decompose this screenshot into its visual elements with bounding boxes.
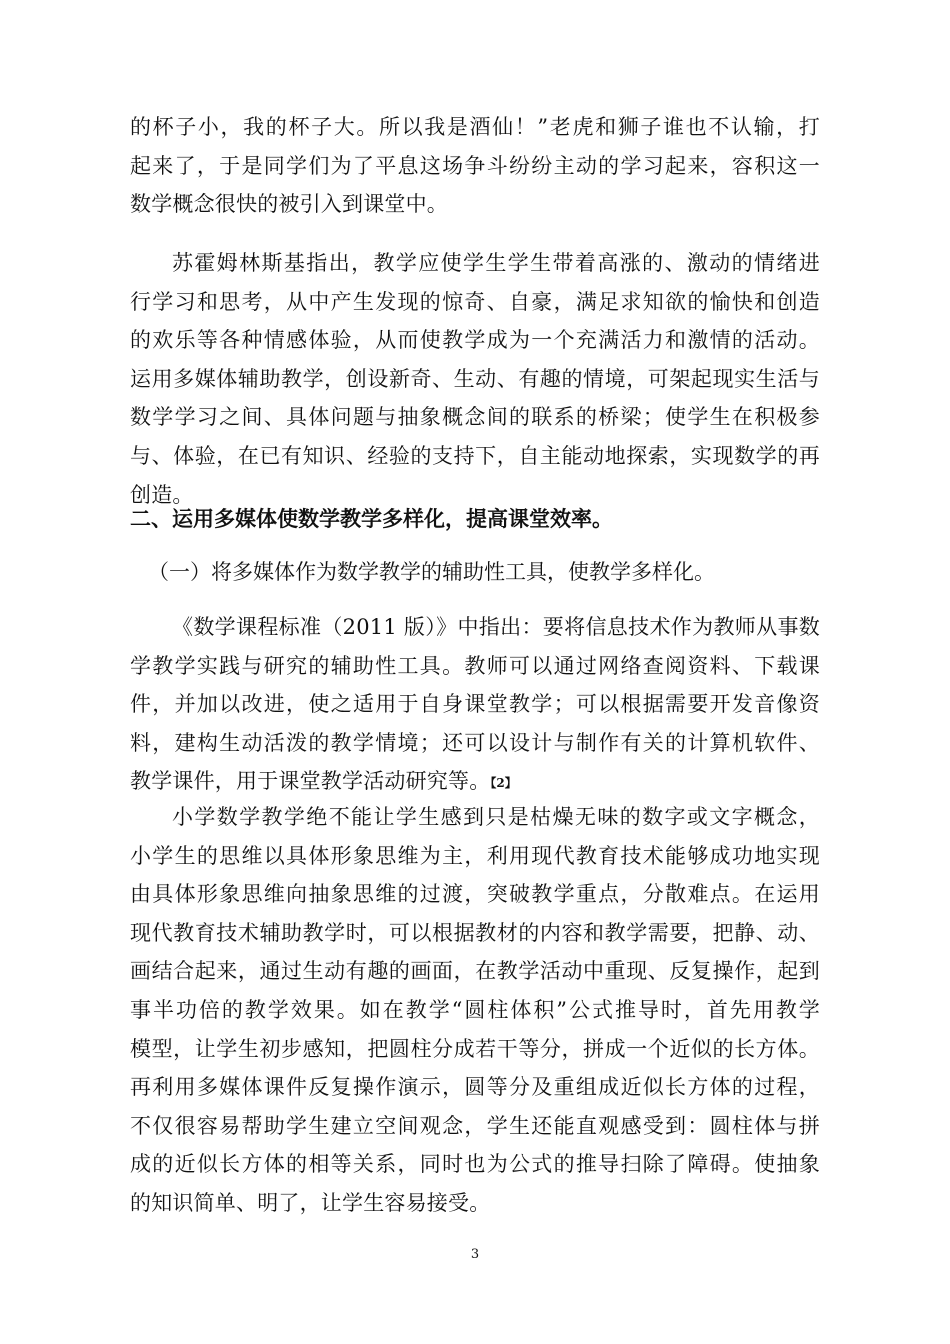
text-line: 成的近似长方体的相等关系，同时也为公式的推导扫除了障碍。使抽象 — [130, 1152, 820, 1177]
text-line: 数学学习之间、具体问题与抽象概念间的联系的桥梁；使学生在积极参 — [130, 405, 820, 430]
text-line: 的欢乐等各种情感体验，从而使教学成为一个充满活力和激情的活动。 — [130, 328, 820, 353]
text-line: 学教学实践与研究的辅助性工具。教师可以通过网络查阅资料、下载课 — [130, 653, 820, 678]
text-line: 再利用多媒体课件反复操作演示，圆等分及重组成近似长方体的过程， — [130, 1075, 820, 1100]
text-line: 事半功倍的教学效果。如在教学“圆柱体积”公式推导时，首先用教学 — [130, 997, 820, 1022]
text-line: 行学习和思考，从中产生发现的惊奇、自豪，满足求知欲的愉快和创造 — [130, 289, 820, 314]
paragraph-curriculum-standard — [130, 608, 820, 803]
text-line: 现代教育技术辅助教学时，可以根据教材的内容和教学需要，把静、动、 — [130, 920, 820, 945]
text-line: 运用多媒体辅助教学，创设新奇、生动、有趣的情境，可架起现实生活与 — [130, 366, 820, 391]
paragraph-suhomlinsky — [130, 244, 820, 514]
text-line: 《数学课程标准（2011 版）》中指出：要将信息技术作为教师从事数 — [172, 615, 820, 639]
text-line: 起来了，于是同学们为了平息这场争斗纷纷主动的学习起来，容积这一 — [130, 153, 820, 178]
text-line: 数学概念很快的被引入到课堂中。 — [130, 192, 448, 217]
text-line: 模型，让学生初步感知，把圆柱分成若干等分，拼成一个近似的长方体。 — [130, 1036, 820, 1061]
text-line: 与、体验，在已有知识、经验的支持下，自主能动地探索，实现数学的再 — [130, 443, 820, 468]
paragraph-continuation — [130, 108, 820, 224]
text-line: 不仅很容易帮助学生建立空间观念，学生还能直观感受到：圆柱体与拼 — [130, 1113, 820, 1138]
text-line — [130, 762, 820, 803]
text-line: 的杯子小，我的杯子大。所以我是酒仙！”老虎和狮子谁也不认输，打 — [130, 115, 820, 139]
citation-marker: 【2】 — [490, 776, 517, 791]
text-line: 料，建构生动活泼的教学情境；还可以设计与制作有关的计算机软件、 — [130, 730, 820, 755]
text-line: 画结合起来，通过生动有趣的画面，在教学活动中重现、反复操作，起到 — [130, 959, 820, 984]
text-line: 的知识简单、明了，让学生容易接受。 — [130, 1190, 491, 1215]
text-line-content: 教学课件，用于课堂教学活动研究等。 — [130, 769, 491, 794]
text-line: 苏霍姆林斯基指出，教学应使学生学生带着高涨的、激动的情绪进 — [172, 251, 820, 275]
paragraph-multimedia-teaching — [130, 798, 820, 1223]
text-line: 件，并加以改进，使之适用于自身课堂教学；可以根据需要开发音像资 — [130, 692, 820, 717]
page-number: 3 — [470, 1247, 480, 1262]
subsection-heading: （一）将多媒体作为数学教学的辅助性工具，使教学多样化。 — [148, 560, 715, 584]
text-line: 由具体形象思维向抽象思维的过渡，突破教学重点，分散难点。在运用 — [130, 882, 820, 907]
text-line: 小学生的思维以具体形象思维为主，利用现代教育技术能够成功地实现 — [130, 843, 820, 868]
section-heading: 二、运用多媒体使数学教学多样化，提高课堂效率。 — [130, 507, 613, 531]
text-line: 创造。 — [130, 482, 194, 507]
text-line: 小学数学教学绝不能让学生感到只是枯燥无味的数字或文字概念， — [172, 805, 820, 829]
